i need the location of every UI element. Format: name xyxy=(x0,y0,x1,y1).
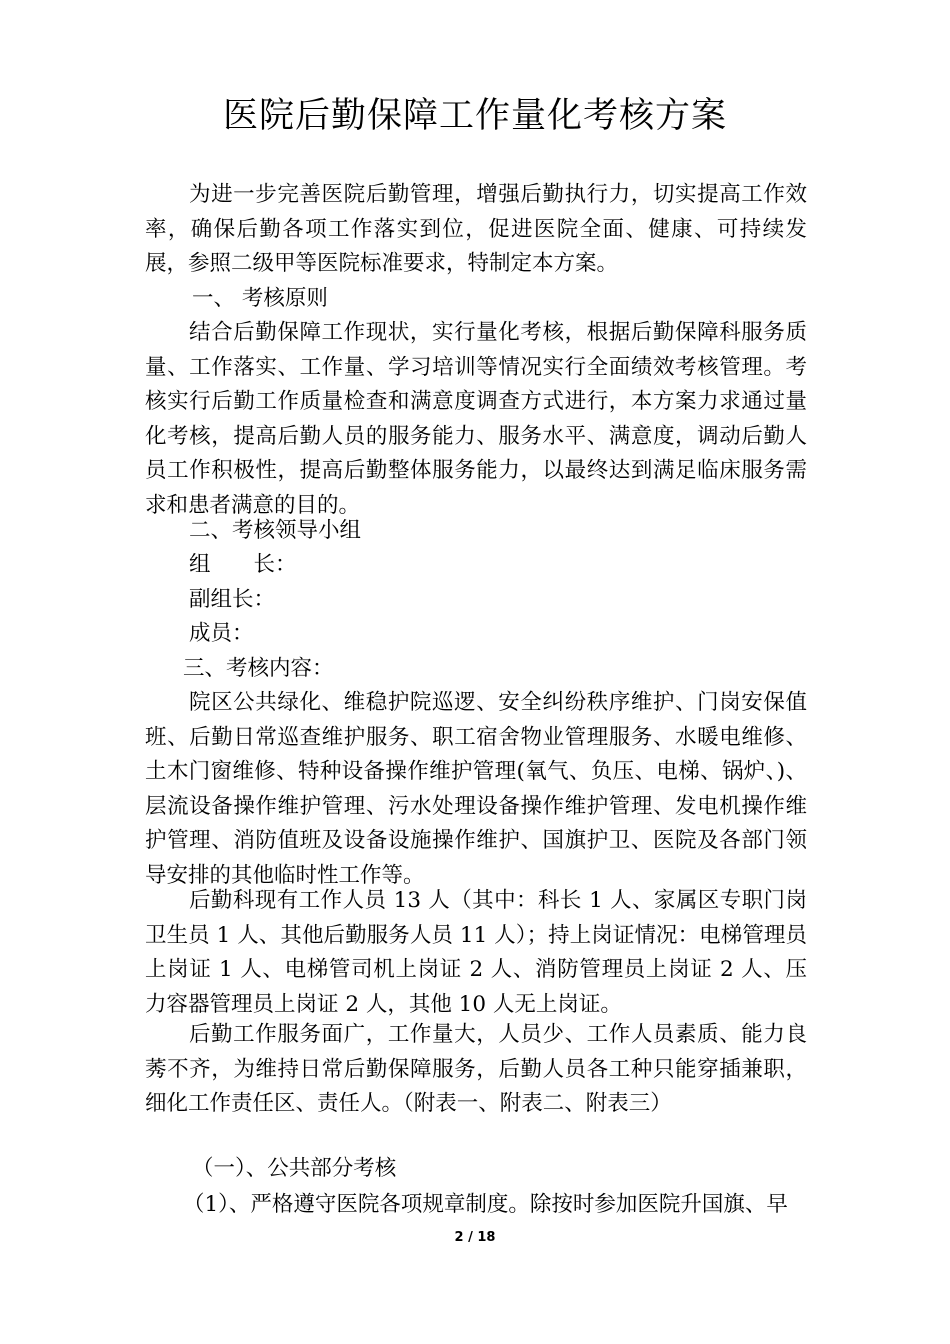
section1-heading: 一、 考核原则 xyxy=(192,286,328,311)
section3-heading: 三、考核内容： xyxy=(183,656,334,681)
document-title: 医院后勤保障工作量化考核方案 xyxy=(222,96,727,136)
item1-line: （1）、严格遵守医院各项规章制度。除按时参加医院升国旗、早 xyxy=(183,1192,788,1217)
section2-heading: 二、考核领导小组 xyxy=(189,518,362,543)
subsection1-heading: （一）、公共部分考核 xyxy=(192,1156,397,1181)
staff-paragraph: 后勤科现有工作人员 13 人（其中：科长 1 人、家属区专职门岗卫生员 1 人、其他后勤服务人员 11 人）；持上岗证情况：电梯管理员上岗证 1 人、电梯管司机上岗证 2 人、消防管理员上岗证 2 人、压力容器管理员上岗证 2 人，其他 10 人无上岗证。 xyxy=(145,888,807,1017)
deputy-label: 副组长： xyxy=(189,587,276,612)
intro-paragraph: 为进一步完善医院后勤管理，增强后勤执行力，切实提高工作效率，确保后勤各项工作落实到位，促进医院全面、健康、可持续发展，参照二级甲等医院标准要求，特制定本方案。 xyxy=(145,182,807,277)
workload-paragraph: 后勤工作服务面广，工作量大，人员少、工作人员素质、能力良莠不齐，为维持日常后勤保障服务，后勤人员各工种只能穿插兼职，细化工作责任区、责任人。（附表一、附表二、附表三） xyxy=(145,1022,807,1117)
leader-label: 组 长： xyxy=(189,552,297,577)
section3-body: 院区公共绿化、维稳护院巡逻、安全纠纷秩序维护、门岗安保值班、后勤日常巡查维护服务、职工宿舍物业管理服务、水暖电维修、土木门窗维修、特种设备操作维护管理(氧气、负压、电梯、锅炉、)、层流设备操作维护管理、污水处理设备操作维护管理、发电机操作维护管理、消防值班及设备设施操作维护、国旗护卫、医院及各部门领导安排的其他临时性工作等。 xyxy=(145,690,807,888)
members-label: 成员： xyxy=(189,621,254,646)
section1-body: 结合后勤保障工作现状，实行量化考核，根据后勤保障科服务质量、工作落实、工作量、学习培训等情况实行全面绩效考核管理。考核实行后勤工作质量检查和满意度调查方式进行，本方案力求通过量化考核，提高后勤人员的服务能力、服务水平、满意度，调动后勤人员工作积极性，提高后勤整体服务能力，以最终达到满足临床服务需求和患者满意的目的。 xyxy=(145,320,807,518)
page-indicator: 2 / 18 xyxy=(454,1230,496,1245)
